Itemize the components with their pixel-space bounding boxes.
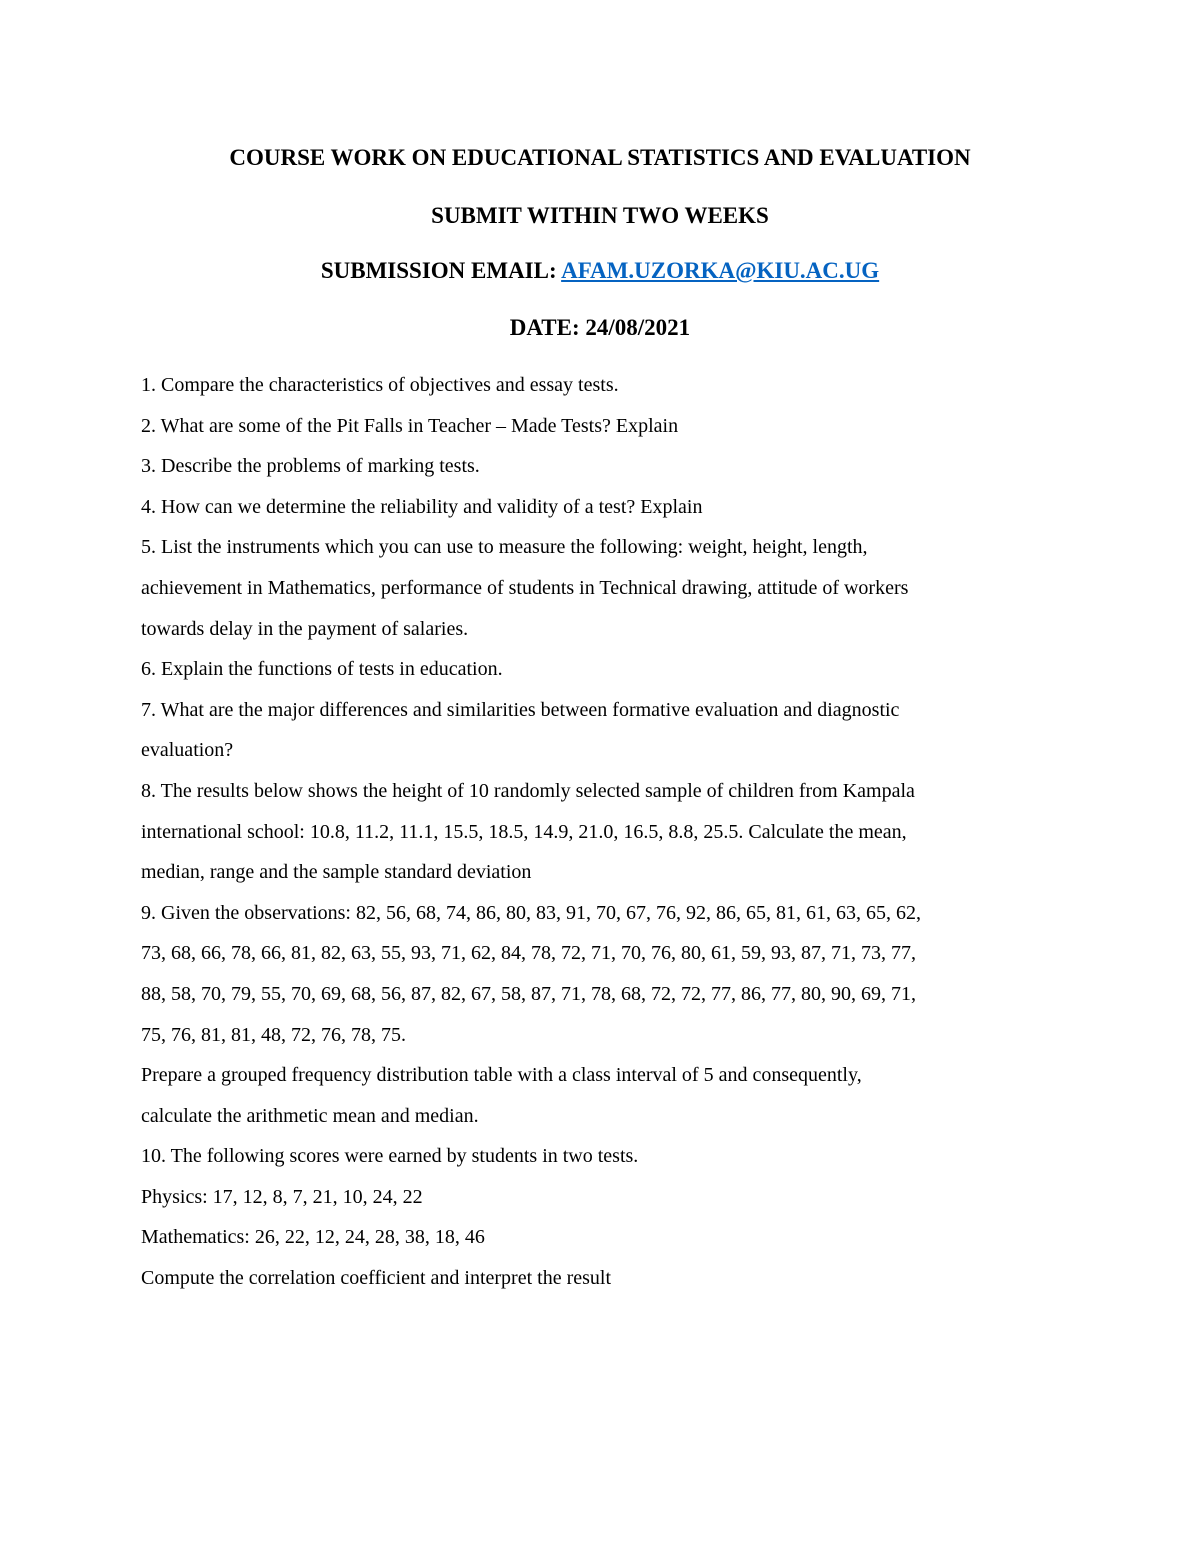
question-line: 5. List the instruments which you can use to measure the following: weight, height, length, xyxy=(141,536,868,559)
question-line: 73, 68, 66, 78, 66, 81, 82, 63, 55, 93, 71, 62, 84, 78, 72, 71, 70, 76, 80, 61, 59, 93, 87, 71, 73, 77, xyxy=(141,942,916,965)
question-line: 1. Compare the characteristics of objectives and essay tests. xyxy=(141,374,619,396)
question-4 xyxy=(141,487,1066,528)
question-line: international school: 10.8, 11.2, 11.1, 15.5, 18.5, 14.9, 21.0, 16.5, 8.8, 25.5. Calculate the mean, xyxy=(141,820,907,843)
submission-email-line xyxy=(0,256,1200,286)
question-line: 9. Given the observations: 82, 56, 68, 74, 86, 80, 83, 91, 70, 67, 76, 92, 86, 65, 81, 61, 63, 65, 62, xyxy=(141,901,921,924)
question-line: 88, 58, 70, 79, 55, 70, 69, 68, 56, 87, 82, 67, 58, 87, 71, 78, 68, 72, 72, 77, 86, 77, 80, 90, 69, 71, xyxy=(141,982,916,1005)
question-line: Compute the correlation coefficient and interpret the result xyxy=(141,1267,612,1290)
question-line: 2. What are some of the Pit Falls in Teacher – Made Tests? Explain xyxy=(141,414,679,437)
question-8 xyxy=(141,771,1066,893)
date-value: 24/08/2021 xyxy=(585,315,691,340)
email-label: SUBMISSION EMAIL: xyxy=(320,258,557,283)
question-line: achievement in Mathematics, performance of students in Technical drawing, attitude of workers xyxy=(141,576,909,599)
question-list xyxy=(141,365,1066,1299)
question-6 xyxy=(141,649,1066,690)
question-line: 10. The following scores were earned by students in two tests. xyxy=(141,1145,639,1168)
question-line: median, range and the sample standard deviation xyxy=(141,861,532,884)
question-line: calculate the arithmetic mean and median. xyxy=(141,1104,479,1127)
question-3 xyxy=(141,446,1066,487)
question-2 xyxy=(141,406,1066,447)
question-7 xyxy=(141,690,1066,771)
question-line: 6. Explain the functions of tests in education. xyxy=(141,658,503,681)
submit-instruction: SUBMIT WITHIN TWO WEEKS xyxy=(431,203,769,228)
question-line: 4. How can we determine the reliability and validity of a test? Explain xyxy=(141,495,703,518)
physics-scores-line: Physics: 17, 12, 8, 7, 21, 10, 24, 22 xyxy=(141,1185,423,1208)
question-line: 75, 76, 81, 81, 48, 72, 76, 78, 75. xyxy=(141,1023,406,1046)
question-line: 7. What are the major differences and similarities between formative evaluation and diagnostic xyxy=(141,698,900,721)
date-line xyxy=(0,313,1200,343)
question-line: Prepare a grouped frequency distribution table with a class interval of 5 and consequently, xyxy=(141,1064,862,1087)
question-line: 3. Describe the problems of marking tests. xyxy=(141,455,480,478)
question-9 xyxy=(141,893,1066,1137)
mathematics-scores-line: Mathematics: 26, 22, 12, 24, 28, 38, 18, 46 xyxy=(141,1226,485,1249)
question-5 xyxy=(141,527,1066,649)
question-1 xyxy=(141,365,1066,406)
question-line: 8. The results below shows the height of 10 randomly selected sample of children from Kampala xyxy=(141,779,915,802)
date-label: DATE: xyxy=(509,315,580,340)
page-title: COURSE WORK ON EDUCATIONAL STATISTICS AND EVALUATION xyxy=(229,145,971,170)
question-10 xyxy=(141,1136,1066,1298)
question-line: evaluation? xyxy=(141,739,234,762)
email-link[interactable]: AFAM.UZORKA@KIU.AC.UG xyxy=(561,258,880,283)
question-line: towards delay in the payment of salaries. xyxy=(141,617,469,640)
